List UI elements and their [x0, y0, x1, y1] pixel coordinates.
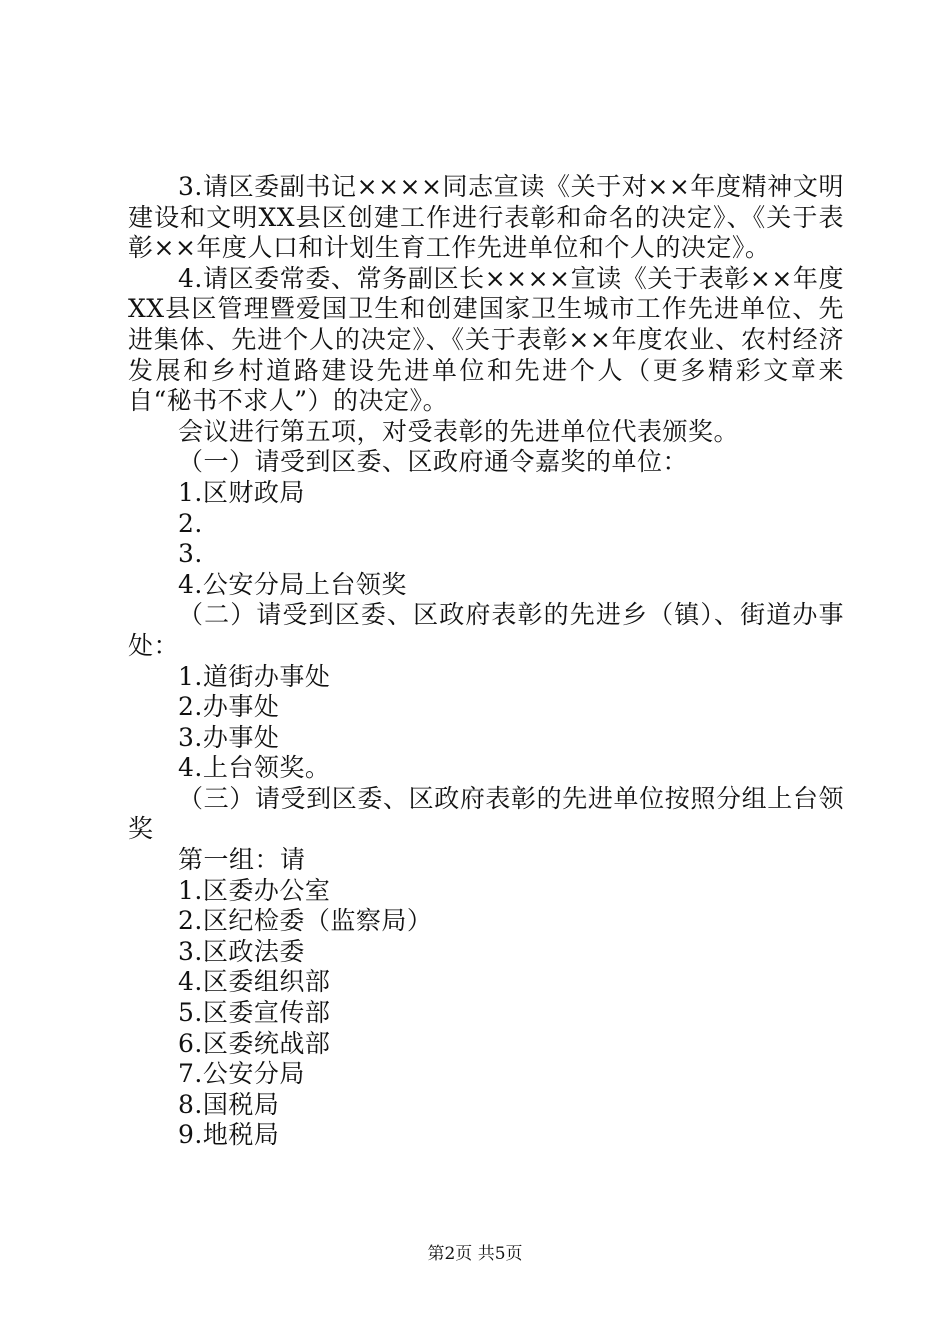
section-3-heading: （三）请受到区委、区政府表彰的先进单位按照分组上台领奖	[128, 783, 844, 844]
section-3-item: 3.区政法委	[178, 936, 305, 966]
section-3-item: 1.区委办公室	[178, 875, 331, 905]
page-footer: 第2页 共5页	[427, 1244, 523, 1264]
section-2-item: 1.道街办事处	[178, 661, 331, 691]
section-1-item: 1.区财政局	[178, 477, 305, 507]
section-1-heading: （一）请受到区委、区政府通令嘉奖的单位：	[178, 447, 689, 477]
section-3-item: 6.区委统战部	[178, 1028, 331, 1058]
section-3-item: 4.区委组织部	[178, 967, 331, 997]
section-3-item: 5.区委宣传部	[178, 998, 331, 1028]
paragraph-item-3: 3.请区委副书记××××同志宣读《关于对××年度精神文明建设和文明XX县区创建工作进行表彰和命名的决定》、《关于表彰××年度人口和计划生育工作先进单位和个人的决定》。	[128, 172, 844, 263]
section-1-item: 2.	[178, 508, 203, 538]
section-2-heading: （二）请受到区委、区政府表彰的先进乡（镇）、街道办事处：	[128, 600, 844, 660]
section-2-item: 4.上台领奖。	[178, 753, 331, 783]
section-3-item: 8.国税局	[178, 1089, 280, 1119]
paragraph-agenda-five: 会议进行第五项，对受表彰的先进单位代表颁奖。	[178, 416, 740, 446]
section-3-item: 2.区纪检委（监察局）	[178, 906, 433, 936]
section-2-item: 2.办事处	[178, 692, 280, 722]
section-3-item: 7.公安分局	[178, 1059, 305, 1089]
section-1-item: 3.	[178, 539, 203, 569]
paragraph-item-4: 4.请区委常委、常务副区长××××宣读《关于表彰××年度XX县区管理暨爱国卫生和创建国家卫生城市工作先进单位、先进集体、先进个人的决定》、《关于表彰××年度农业、农村经济发展和乡村道路建设先进单位和先进个人（更多精彩文章来自“秘书不求人”）的决定》。	[128, 263, 844, 416]
section-3-item: 9.地税局	[178, 1120, 280, 1150]
section-1-item: 4.公安分局上台领奖	[178, 569, 407, 599]
group-label: 第一组：请	[178, 845, 306, 875]
document-body	[128, 172, 844, 1151]
section-2-item: 3.办事处	[178, 722, 280, 752]
